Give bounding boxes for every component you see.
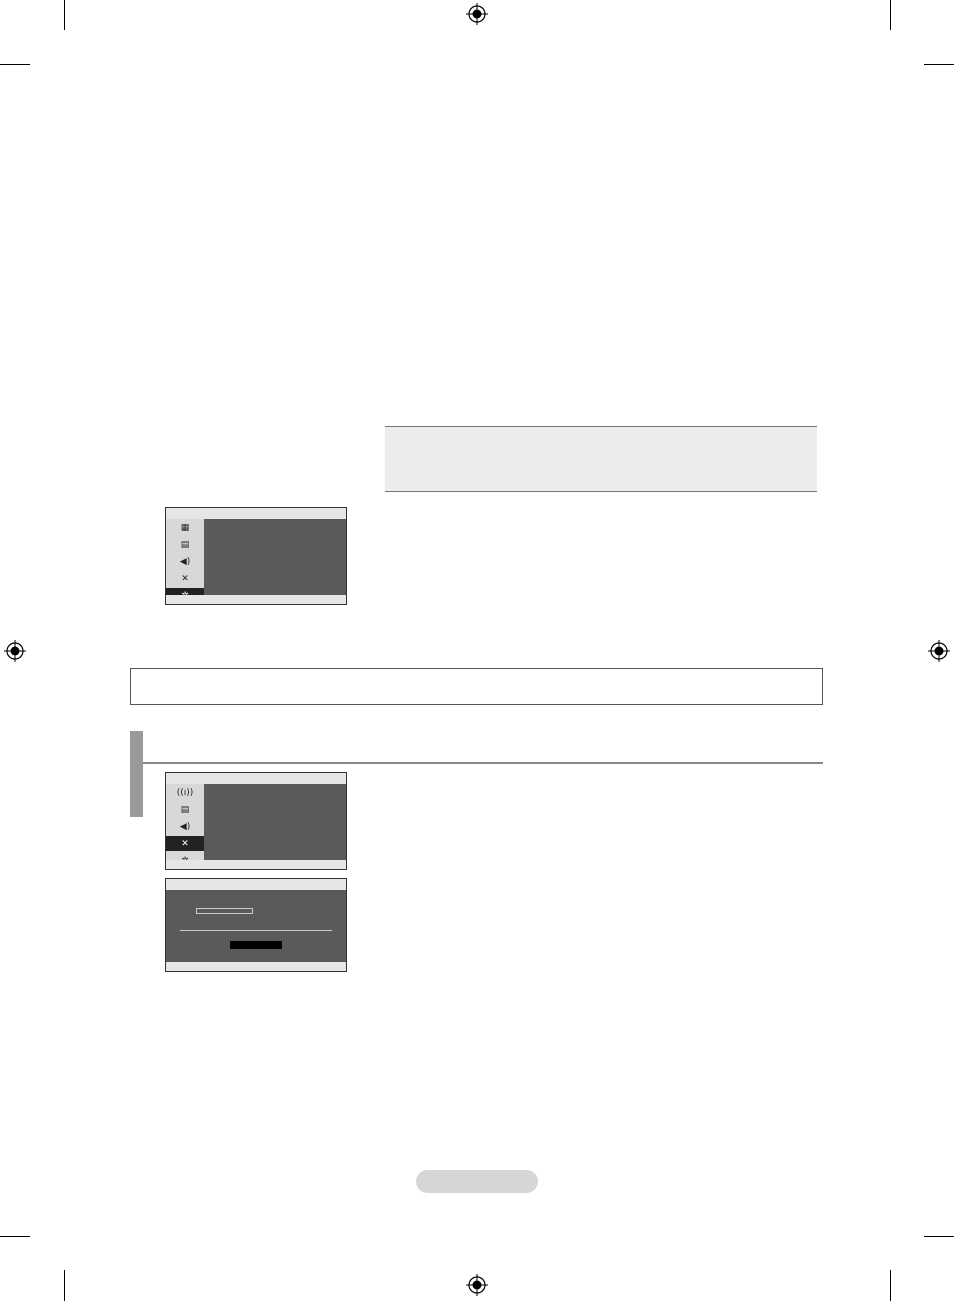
section-banner (130, 668, 823, 705)
country-menu-screen (165, 772, 347, 870)
crop-mark (924, 64, 954, 65)
registration-mark-icon (928, 640, 950, 662)
satellite-icon: ✕ (166, 836, 204, 851)
antenna-icon: ✕ (181, 573, 189, 584)
picture-icon: ▦ (180, 522, 190, 533)
osd-title (166, 879, 346, 890)
crop-mark (0, 1236, 30, 1237)
crop-mark (924, 1236, 954, 1237)
crop-mark (890, 1270, 891, 1301)
auto-store-screen (165, 878, 347, 972)
sound-icon: ◀) (179, 821, 191, 832)
info-box (385, 426, 817, 492)
osd-sidebar (166, 519, 204, 595)
osd-footer (166, 962, 346, 971)
osd-sidebar (166, 784, 204, 860)
osd-title (166, 773, 346, 784)
registration-mark-icon (466, 3, 488, 25)
sound-icon: ◀) (179, 556, 191, 567)
antenna-icon: ((ı)) (176, 787, 194, 798)
setup-menu-screen (165, 507, 347, 605)
progress-bar (196, 908, 253, 914)
osd-footer (166, 595, 346, 604)
osd-title (166, 508, 346, 519)
crop-mark (64, 1270, 65, 1301)
registration-mark-icon (466, 1274, 488, 1296)
crop-mark (0, 64, 30, 65)
title-bar-accent (130, 731, 143, 817)
channel-icon: ▤ (180, 804, 190, 815)
title-underline (143, 762, 823, 764)
crop-mark (890, 0, 891, 30)
divider (180, 930, 332, 931)
channel-icon: ▤ (180, 539, 190, 550)
crop-mark (64, 0, 65, 30)
page-number-badge (416, 1170, 538, 1193)
start-button[interactable] (230, 941, 282, 949)
registration-mark-icon (4, 640, 26, 662)
osd-footer (166, 860, 346, 869)
